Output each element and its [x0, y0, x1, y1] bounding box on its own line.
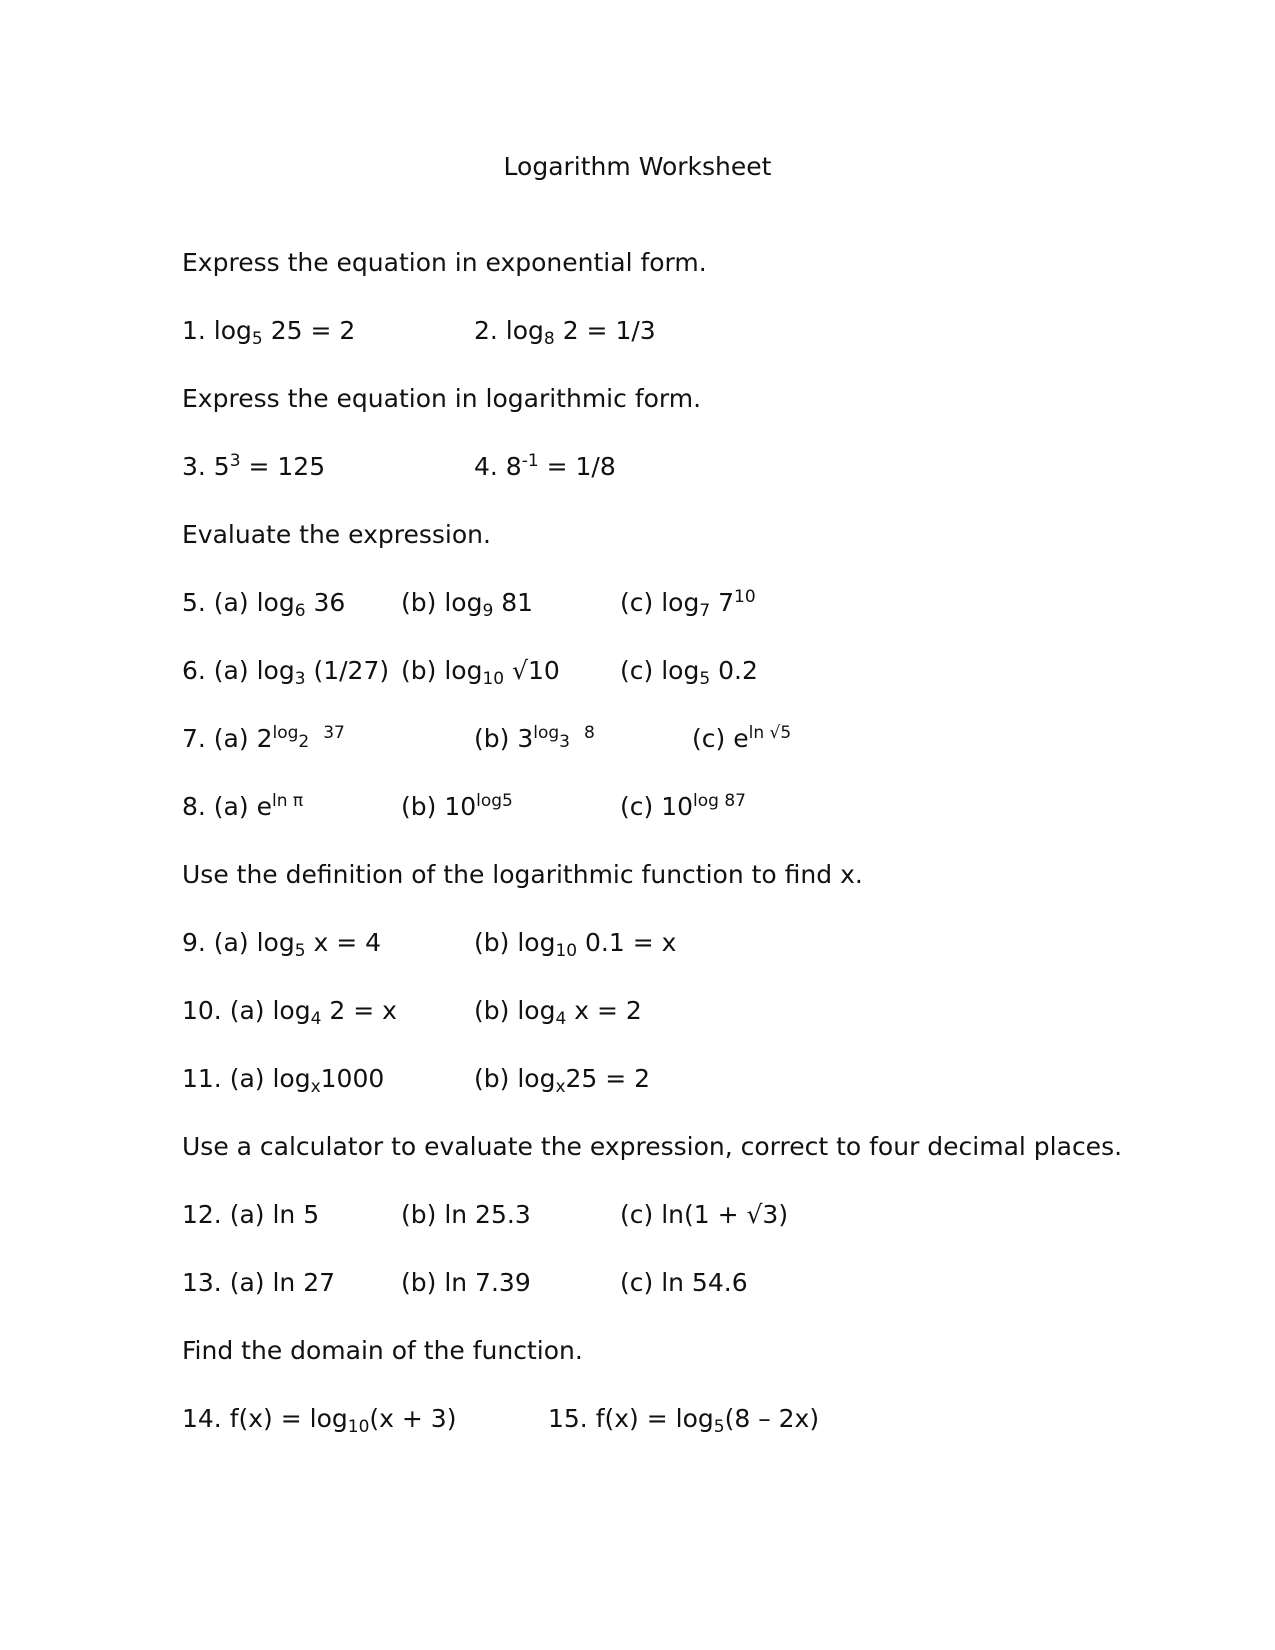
problem-5b: (b) log9 81 — [401, 588, 534, 621]
problem-7b: (b) $3^{log}3$ $^8$ — [474, 722, 595, 753]
problem-2: 2. log8 2 = 1/3 — [474, 316, 656, 349]
problem-6b: (b) log10 √10 — [401, 656, 560, 689]
problem-7a: 7. (a) $2^{log}2$ $^{37}$ — [182, 722, 345, 753]
problem-8a: 8. (a) $e^{ln \pi}$ — [182, 790, 304, 821]
problem-12a: 12. (a) ln 5 — [182, 1200, 320, 1229]
problem-4: 4. $8^{-1} = 1/8$ — [474, 450, 616, 481]
problem-9b: (b) log10 0.1 = x — [474, 928, 677, 961]
problem-12b: (b) ln 25.3 — [401, 1200, 531, 1229]
section-exponential-form: Express the equation in exponential form. — [182, 248, 707, 277]
problem-3: 3. $5^3 = 125$ — [182, 450, 326, 481]
problem-13c: (c) ln 54.6 — [620, 1268, 748, 1297]
problem-6c: (c) log5 0.2 — [620, 656, 758, 689]
problem-5a: 5. (a) log6 36 — [182, 588, 346, 621]
problem-13b: (b) ln 7.39 — [401, 1268, 531, 1297]
problem-14: 14. f(x) = log10(x + 3) — [182, 1404, 457, 1437]
problem-5c: (c) log7 $7^{10}$ — [620, 586, 756, 621]
problem-1: 1. log5 25 = 2 — [182, 316, 356, 349]
problem-13a: 13. (a) ln 27 — [182, 1268, 336, 1297]
problem-10b: (b) log4 x = 2 — [474, 996, 642, 1029]
problem-8b: (b) $10^{log5}$ — [401, 790, 513, 821]
problem-12c: (c) ln(1 + √3) — [620, 1200, 789, 1229]
problem-10a: 10. (a) log4 2 = x — [182, 996, 397, 1029]
problem-11a: 11. (a) logx1000 — [182, 1064, 385, 1097]
problem-7c: (c) $e^{ln √5}$ — [692, 722, 792, 753]
problem-15: 15. f(x) = log5(8 – 2x) — [548, 1404, 820, 1437]
problem-6a: 6. (a) log3 (1/27) — [182, 656, 390, 689]
problem-11b: (b) logx25 = 2 — [474, 1064, 651, 1097]
section-logarithmic-form: Express the equation in logarithmic form. — [182, 384, 702, 413]
section-definition: Use the definition of the logarithmic function to find x. — [182, 860, 863, 889]
section-domain: Find the domain of the function. — [182, 1336, 583, 1365]
section-calculator: Use a calculator to evaluate the expression, correct to four decimal places. — [182, 1132, 1123, 1161]
section-evaluate: Evaluate the expression. — [182, 520, 491, 549]
page-title: Logarithm Worksheet — [503, 152, 772, 181]
problem-9a: 9. (a) log5 x = 4 — [182, 928, 382, 961]
problem-8c: (c) $10^{log 87}$ — [620, 790, 746, 821]
